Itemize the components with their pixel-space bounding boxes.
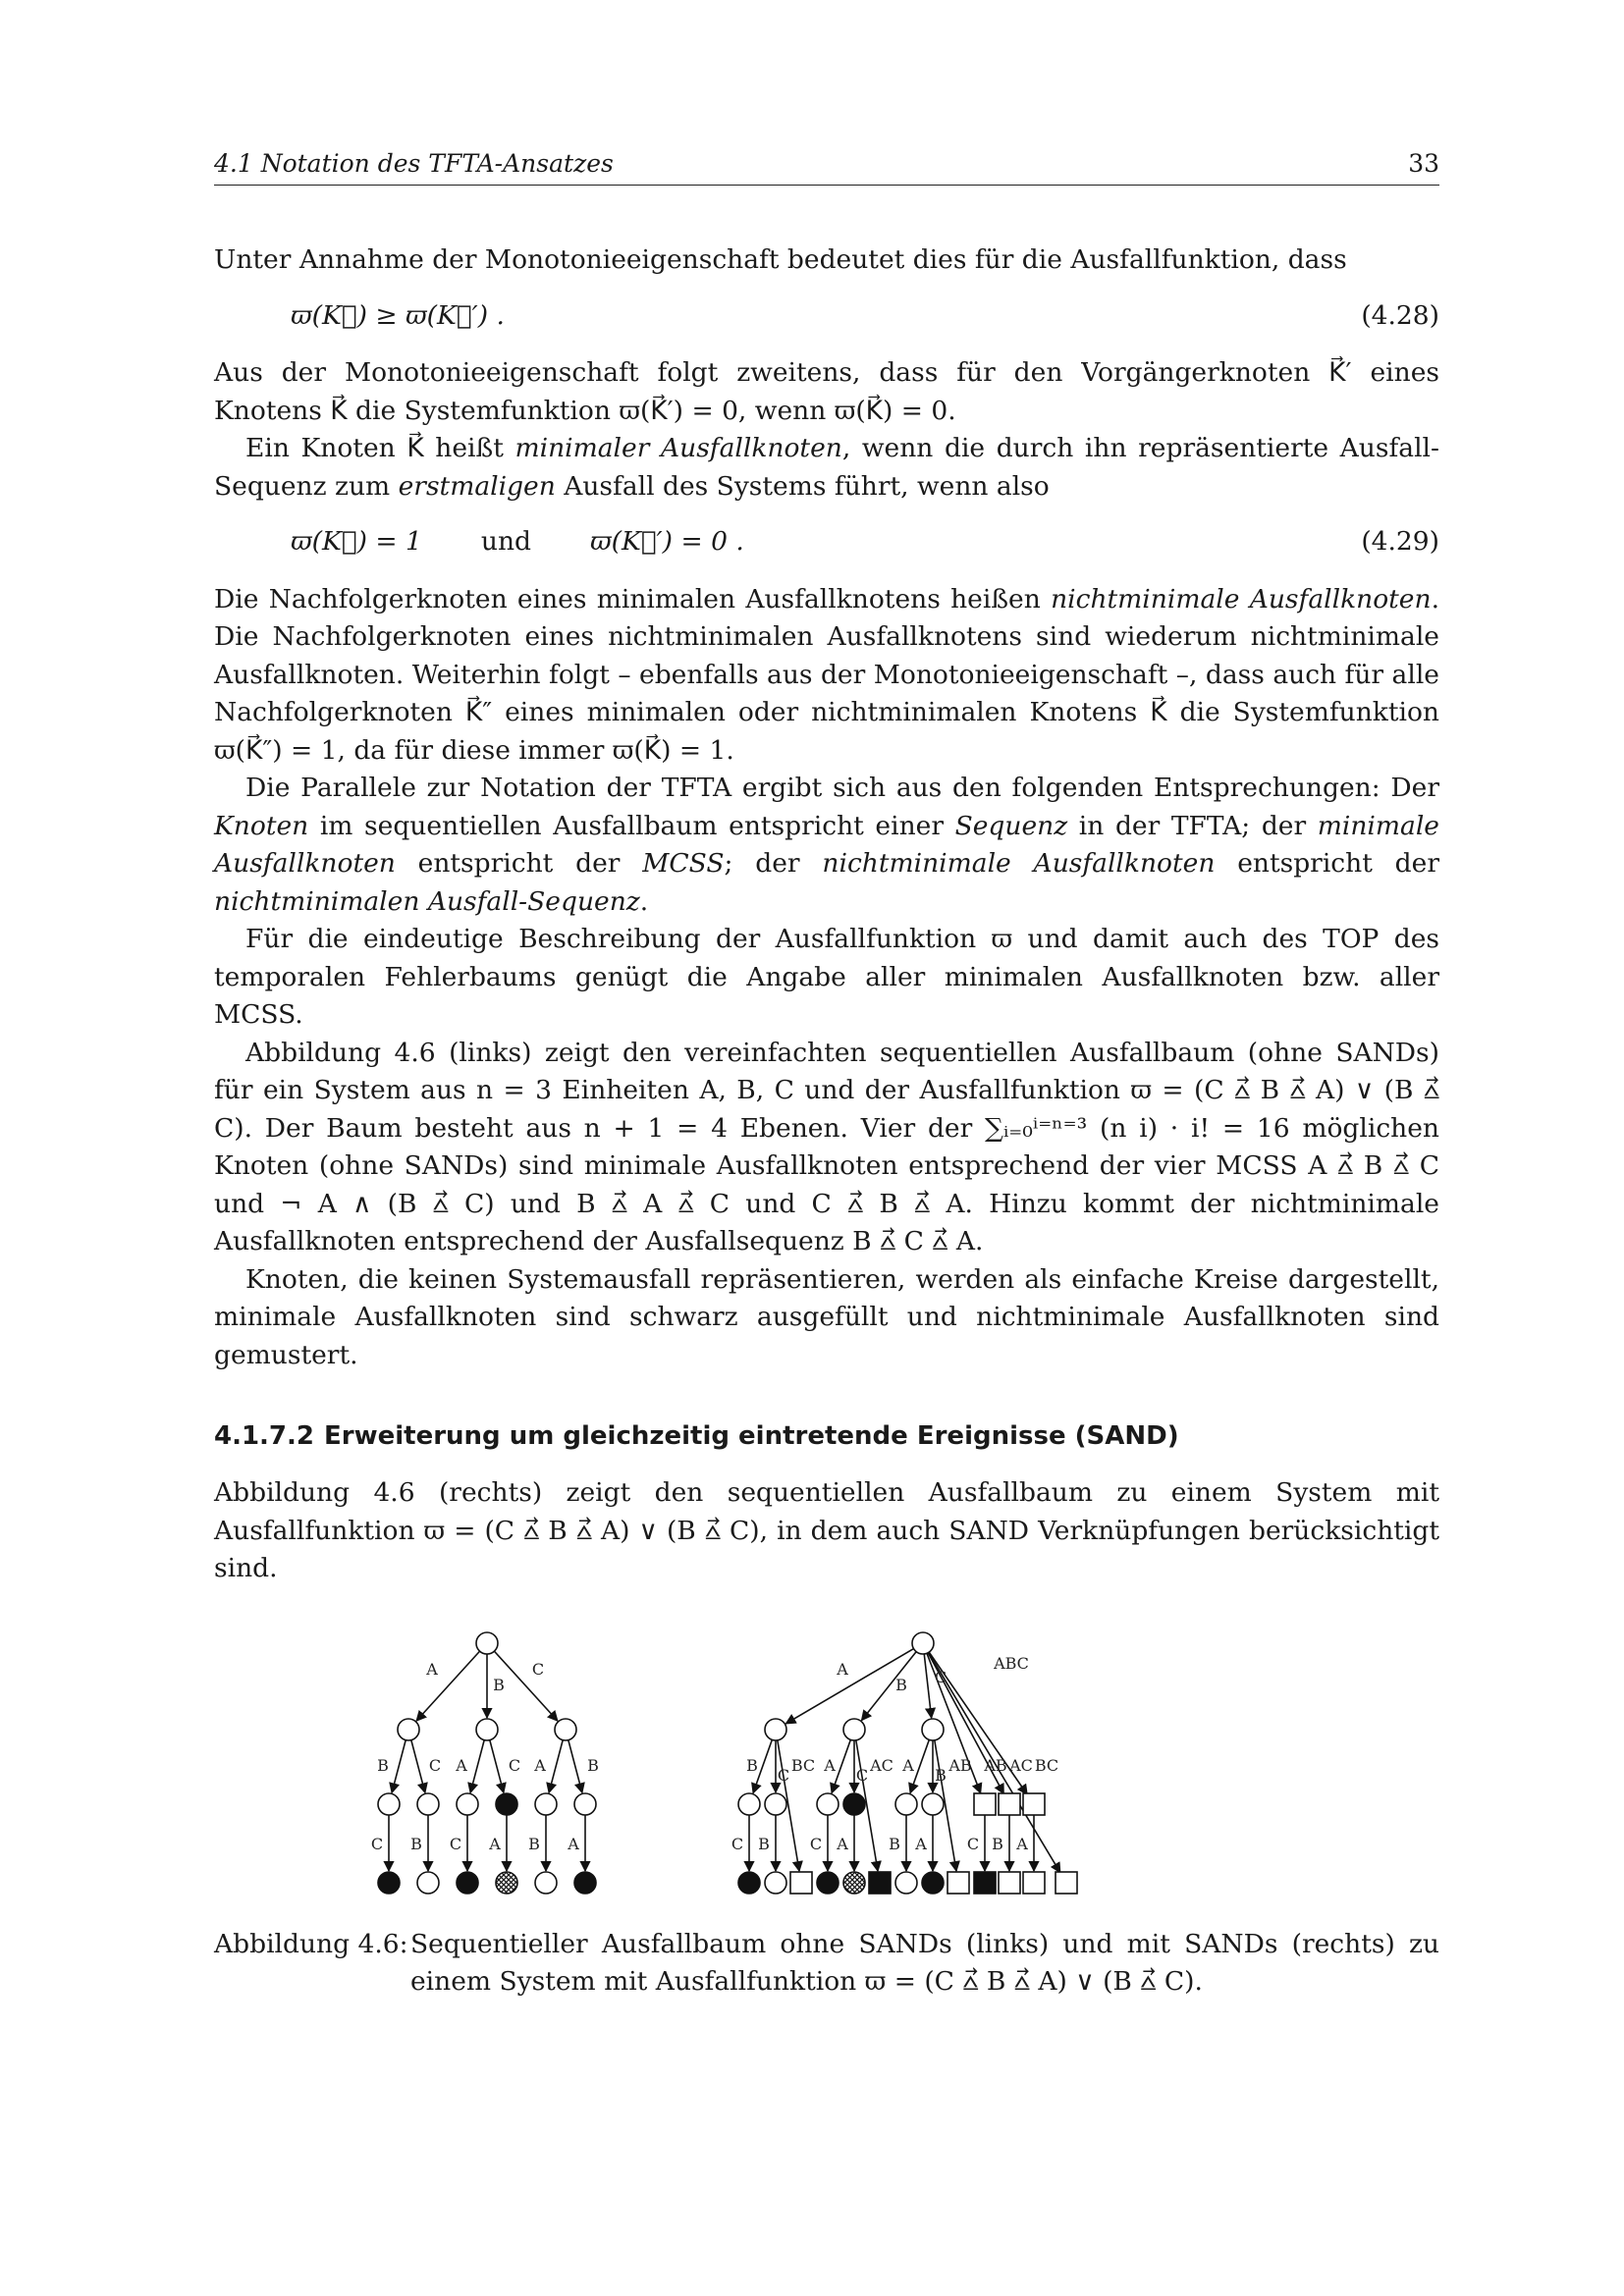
emphasis: minimaler Ausfallknoten [514,433,842,463]
tree-node [574,1793,596,1815]
tree-node-leaf [817,1872,839,1894]
edge-label: A [456,1756,467,1775]
tree-node-leaf [496,1872,517,1894]
equation-number: (4.29) [1361,526,1439,557]
paragraph-7: Abbildung 4.6 (links) zeigt den vereinfachten sequentiellen Ausfallbaum (ohne SANDs) für ein System aus n = 3 Einheiten A, B, C und der Ausfallfunktion ϖ = (C ⩟⃗ B ⩟⃗ A) ∨ (B ⩟⃗ C). Der Baum besteht aus n + 1 = 4 Ebenen. Vier der ∑ᵢ₌₀ⁱ⁼ⁿ⁼³ (n i) · i! = 16 möglichen Knoten (ohne SANDs) sind minimale Ausfallknoten entsprechend der vier MCSS A ⩟⃗ B ⩟⃗ C und ¬ A ∧ (B ⩟⃗ C) und B ⩟⃗ A ⩟⃗ C und C ⩟⃗ B ⩟⃗ A. Hinzu kommt der nichtminimale Ausfallknoten entsprechend der Ausfallsequenz B ⩟⃗ C ⩟⃗ A. [214,1037,1439,1256]
edge-label: C [855,1766,869,1785]
tree-node-leaf [895,1872,917,1894]
tree-edge [861,1652,916,1721]
edge-label: AC [870,1756,893,1775]
paragraph-9: Abbildung 4.6 (rechts) zeigt den sequentiellen Ausfallbaum zu einem System mit Ausfallfunktion ϖ = (C ⩟⃗ B ⩟⃗ A) ∨ (B ⩟⃗ C), in dem auch SAND Verknüpfungen berücksichtigt sind. [214,1477,1439,1583]
edge-label: AB [984,1756,1007,1775]
paragraph-8: Knoten, die keinen Systemausfall repräsentieren, werden als einfache Kreise dargestellt, minimale Ausfallknoten sind schwarz ausgefüllt und nichtminimale Ausfallknoten sind gemustert. [214,1263,1439,1370]
equation-expression [291,523,744,561]
edge-label: C [449,1835,462,1853]
tree-node [765,1719,786,1740]
caption-text: Sequentieller Ausfallbaum ohne SANDs (links) und mit SANDs (rechts) zu einem System mit Ausfallfunktion ϖ = (C ⩟⃗ B ⩟⃗ A) ∨ (B ⩟⃗ C). [410,1929,1439,1997]
emphasis: minimale Ausfallknoten [214,810,1439,879]
text-run: ; der [724,848,823,879]
edge-label: C [809,1835,823,1853]
edge-label: C [531,1660,545,1679]
edge-label: B [587,1756,599,1775]
caption-label: Abbildung 4.6: [214,1929,408,1959]
tree-node-leaf [574,1872,596,1894]
paragraph-3 [214,430,1439,506]
tree-node-minimal [496,1793,517,1815]
edge-label: A [824,1756,836,1775]
text-run: Die Parallele zur Notation der TFTA ergibt sich aus den folgenden Entsprechungen: Der [245,773,1439,803]
tree-node-sand [1056,1872,1077,1894]
text-run: in der TFTA; der [1067,810,1318,841]
tree-edge [392,1740,406,1793]
tree-node-leaf [738,1872,760,1894]
tree-edge [568,1740,582,1793]
edge-label: A [837,1835,848,1853]
emphasis: Sequenz [954,810,1068,841]
edge-label: A [1016,1835,1028,1853]
tree-edge [490,1740,504,1793]
tree-node [895,1793,917,1815]
edge-label: BC [1034,1756,1059,1775]
text-run: entspricht der [395,848,643,879]
tree-node-leaf [535,1872,557,1894]
figure-sequential-failure-trees [214,1620,1439,1914]
edge-label: C [370,1835,384,1853]
text-run: . [639,885,649,917]
tree-node-sand-minimal [869,1872,891,1894]
equation-expression: ϖ(K⃗) ≥ ϖ(K⃗′) . [291,299,505,331]
tree-node [738,1793,760,1815]
tree-node-leaf [378,1872,400,1894]
edge-label: C [731,1835,744,1853]
text-run: im sequentiellen Ausfallbaum entspricht einer [308,810,955,841]
emphasis: nichtminimale Ausfallknoten [822,848,1216,879]
tree-node-minimal [843,1793,865,1815]
edge-label: AC [1009,1756,1033,1775]
tree-node [555,1719,576,1740]
text-run: entspricht der [1215,848,1439,879]
tree-node-leaf [417,1872,439,1894]
tree-node-root [912,1632,934,1654]
edge-label: A [915,1835,927,1853]
equation-4-28 [214,297,1439,336]
tree-node-leaf [457,1872,478,1894]
emphasis: MCSS [642,848,725,879]
text-run: Ein Knoten K⃗ heißt [245,433,515,463]
edge-label: B [377,1756,389,1775]
edge-label: A [426,1660,438,1679]
tree-node-sand [974,1793,996,1815]
edge-label: A [902,1756,914,1775]
equation-conjunction: und [480,526,532,557]
text-run: Ausfall des Systems führt, wenn also [555,470,1050,502]
edge-label: B [935,1766,947,1785]
paragraph-4 [214,581,1439,771]
edge-label: A [568,1835,579,1853]
emphasis: nichtminimalen Ausfall-Sequenz [214,885,640,917]
edge-label: B [758,1835,770,1853]
equation-right: ϖ(K⃗′) = 0 . [590,526,744,557]
text-run: , wenn die durch ihn repräsentierte Ausfall-Sequenz zum [214,433,1439,502]
paragraph-5 [214,770,1439,921]
tree-node-leaf [1023,1872,1045,1894]
edge-label: C [966,1835,980,1853]
emphasis: nichtminimale Ausfallknoten [1051,583,1432,614]
tree-node-root [476,1632,498,1654]
tree-node [378,1793,400,1815]
tree-node-leaf [999,1872,1020,1894]
page-number: 33 [1408,149,1439,178]
edge-label: C [428,1756,442,1775]
edge-label: B [746,1756,758,1775]
edge-label: B [895,1676,907,1694]
section-number: 4.1.7.2 [214,1421,314,1451]
edge-label: A [837,1660,848,1679]
tree-node [817,1793,839,1815]
figure-caption [214,1926,1439,2001]
tree-edge [785,1649,913,1724]
tree-edge [411,1740,425,1793]
edge-label: C [508,1756,521,1775]
tree-node-leaf [765,1872,786,1894]
tree-node [417,1793,439,1815]
tree-node [922,1793,944,1815]
emphasis: Knoten [214,810,309,841]
text-run: . Die Nachfolgerknoten eines nichtminimalen Ausfallknotens sind wiederum nichtminimale Ausfallknoten. Weiterhin folgt – ebenfalls aus der Monotonieeigenschaft –, dass auch für alle Nachfolgerknoten K⃗″ eines minimalen oder nichtminimalen Knotens K⃗ die Systemfunktion ϖ(K⃗″) = 1, da für diese immer ϖ(K⃗) = 1. [214,583,1439,766]
tree-node [922,1719,944,1740]
tree-node-leaf [922,1872,944,1894]
tree-diagram [214,1620,1439,1914]
edge-label: B [410,1835,422,1853]
tree-node [398,1719,419,1740]
equation-number: (4.28) [1361,299,1439,331]
body-text [214,241,1439,1588]
edge-label: BC [790,1756,816,1775]
tree-node [457,1793,478,1815]
emphasis: erstmaligen [398,470,556,502]
tree-node-sand [1023,1793,1045,1815]
paragraph-6: Für die eindeutige Beschreibung der Ausfallfunktion ϖ und damit auch des TOP des temporalen Fehlerbaums genügt die Angabe aller minimalen Ausfallknoten bzw. aller MCSS. [214,924,1439,1030]
tree-node [843,1719,865,1740]
edge-label: C [934,1668,947,1686]
text-run: Die Nachfolgerknoten eines minimalen Ausfallknotens heißen [214,583,1052,614]
tree-edge [549,1740,563,1793]
tree-node [765,1793,786,1815]
equation-left: ϖ(K⃗) = 1 [291,526,422,557]
section-heading [214,1419,1439,1453]
paragraph-2: Aus der Monotonieeigenschaft folgt zweitens, dass für den Vorgängerknoten K⃗′ eines Knotens K⃗ die Systemfunktion ϖ(K⃗′) = 0, wenn ϖ(K⃗) = 0. [214,357,1439,426]
header-section-title: 4.1 Notation des TFTA-Ansatzes [214,149,614,178]
edge-label: A [534,1756,546,1775]
edge-label: ABC [994,1654,1029,1673]
tree-node-leaf [974,1872,996,1894]
tree-edge [470,1740,484,1793]
edge-label: C [777,1766,790,1785]
tree-node [535,1793,557,1815]
equation-4-29 [214,523,1439,561]
edge-label: B [528,1835,540,1853]
tree-node [476,1719,498,1740]
edge-label: B [889,1835,900,1853]
tree-node-sand [999,1793,1020,1815]
paragraph-1: Unter Annahme der Monotonieeigenschaft bedeutet dies für die Ausfallfunktion, dass [214,244,1347,275]
edge-label: A [489,1835,501,1853]
tree-node-sand [947,1872,969,1894]
running-header [214,147,1439,186]
tree-node-sand [790,1872,812,1894]
edge-label: AB [948,1756,972,1775]
section-title: Erweiterung um gleichzeitig eintretende Ereignisse (SAND) [324,1421,1179,1451]
tree-node-leaf [843,1872,865,1894]
edge-label: B [493,1676,505,1694]
edge-label: B [992,1835,1003,1853]
